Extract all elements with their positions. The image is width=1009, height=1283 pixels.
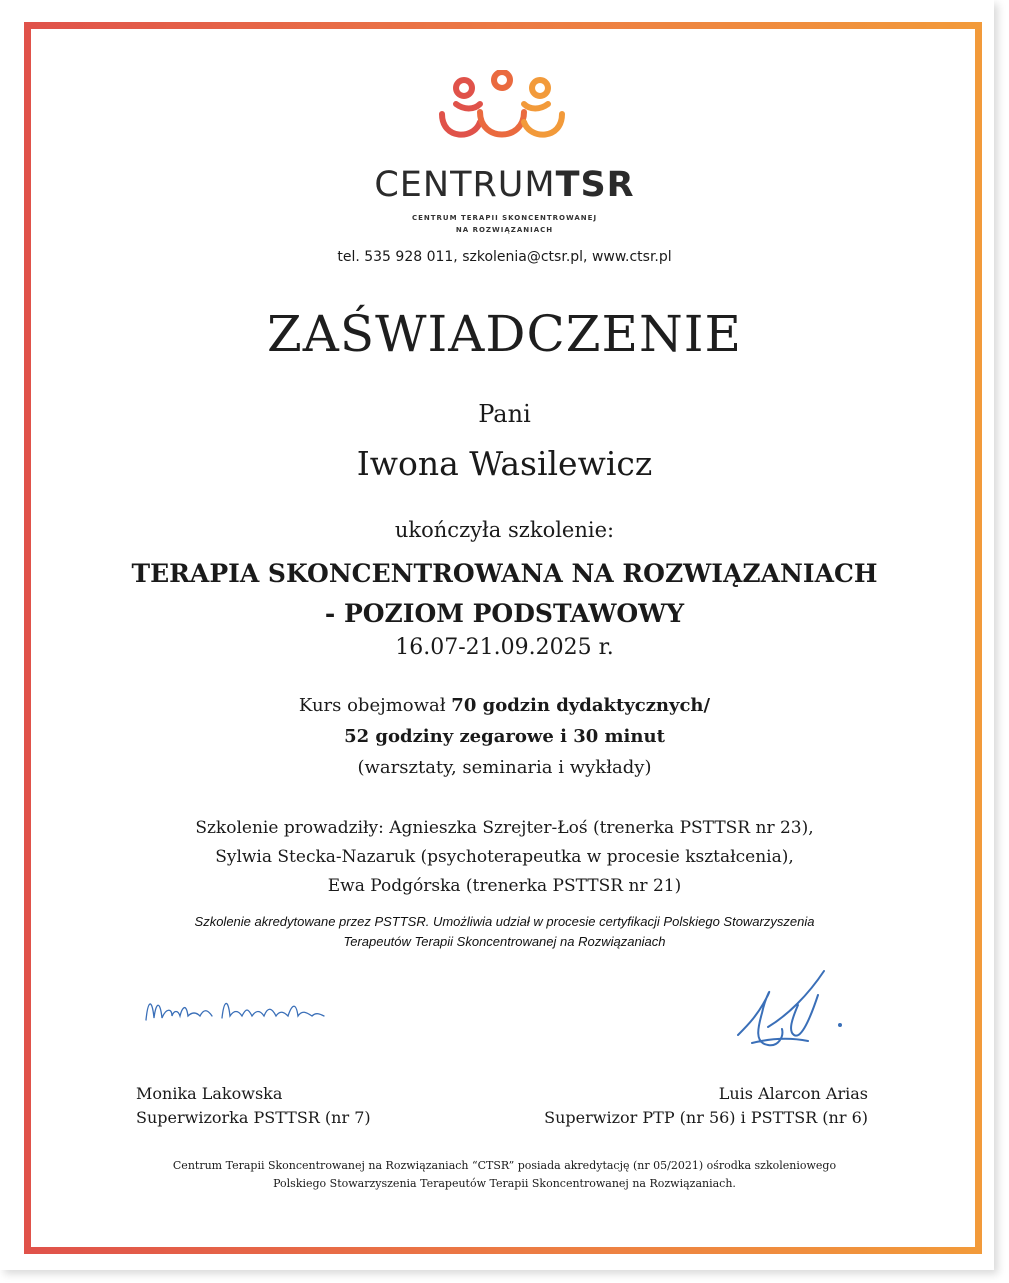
footer-line1: Centrum Terapii Skoncentrowanej na Rozwiązaniach “CTSR” posiada akredytację (nr 05/2021) ośrodka szkoleniowego <box>172 1159 837 1172</box>
accreditation-note <box>0 912 1009 952</box>
accreditation-line2: Terapeutów Terapii Skoncentrowanej na Rozwiązaniach <box>343 934 666 949</box>
scope-note: (warsztaty, seminaria i wykłady) <box>357 757 652 778</box>
accreditation-line1: Szkolenie akredytowane przez PSTTSR. Umożliwia udział w procesie certyfikacji Polskiego Stowarzyszenia <box>194 914 815 929</box>
ctsr-people-logo-icon <box>434 70 570 148</box>
signer-right <box>544 1082 868 1130</box>
footer-line2: Polskiego Stowarzyszenia Terapeutów Terapii Skoncentrowanej na Rozwiązaniach. <box>273 1177 736 1190</box>
footer-note <box>0 1157 1009 1193</box>
brand-subtitle-line1: CENTRUM TERAPII SKONCENTROWANEJ <box>411 214 598 222</box>
completed-label: ukończyła szkolenie: <box>394 518 615 542</box>
trainers-list <box>0 814 1009 901</box>
signer-left-name: Monika Lakowska <box>136 1084 283 1103</box>
certificate-title: ZAŚWIADCZENIE <box>267 305 742 363</box>
contact-info: tel. 535 928 011, szkolenia@ctsr.pl, www.ctsr.pl <box>337 249 672 265</box>
recipient-name: Iwona Wasilewicz <box>356 444 653 483</box>
trainer-line: Sylwia Stecka-Nazaruk (psychoterapeutka w procesie kształcenia), <box>215 847 794 867</box>
salutation: Pani <box>478 400 531 428</box>
course-dates: 16.07-21.09.2025 r. <box>395 635 614 660</box>
course-title-line2: - POZIOM PODSTAWOWY <box>324 599 685 628</box>
signer-right-role: Superwizor PTP (nr 56) i PSTTSR (nr 6) <box>544 1108 868 1127</box>
signature-luis-alarcon-arias <box>728 965 848 1055</box>
trainer-line: Ewa Podgórska (trenerka PSTTSR nr 21) <box>327 876 682 896</box>
signer-right-name: Luis Alarcon Arias <box>718 1084 868 1103</box>
scope-line1: Kurs obejmował 70 godzin dydaktycznych/ <box>298 695 711 716</box>
brand-name: CENTRUMTSR <box>374 165 635 205</box>
scope-line2: 52 godziny zegarowe i 30 minut <box>344 726 665 747</box>
trainer-line: Szkolenie prowadziły: Agnieszka Szrejter-Łoś (trenerka PSTTSR nr 23), <box>195 818 814 838</box>
course-title <box>0 554 1009 634</box>
signer-left-role: Superwizorka PSTTSR (nr 7) <box>136 1108 371 1127</box>
brand-subtitle-line2: NA ROZWIĄZANIACH <box>455 226 554 234</box>
course-scope <box>0 690 1009 783</box>
signer-left <box>136 1082 371 1130</box>
signature-monika-lakowska <box>142 990 332 1030</box>
course-title-line1: TERAPIA SKONCENTROWANA NA ROZWIĄZANIACH <box>131 559 878 588</box>
